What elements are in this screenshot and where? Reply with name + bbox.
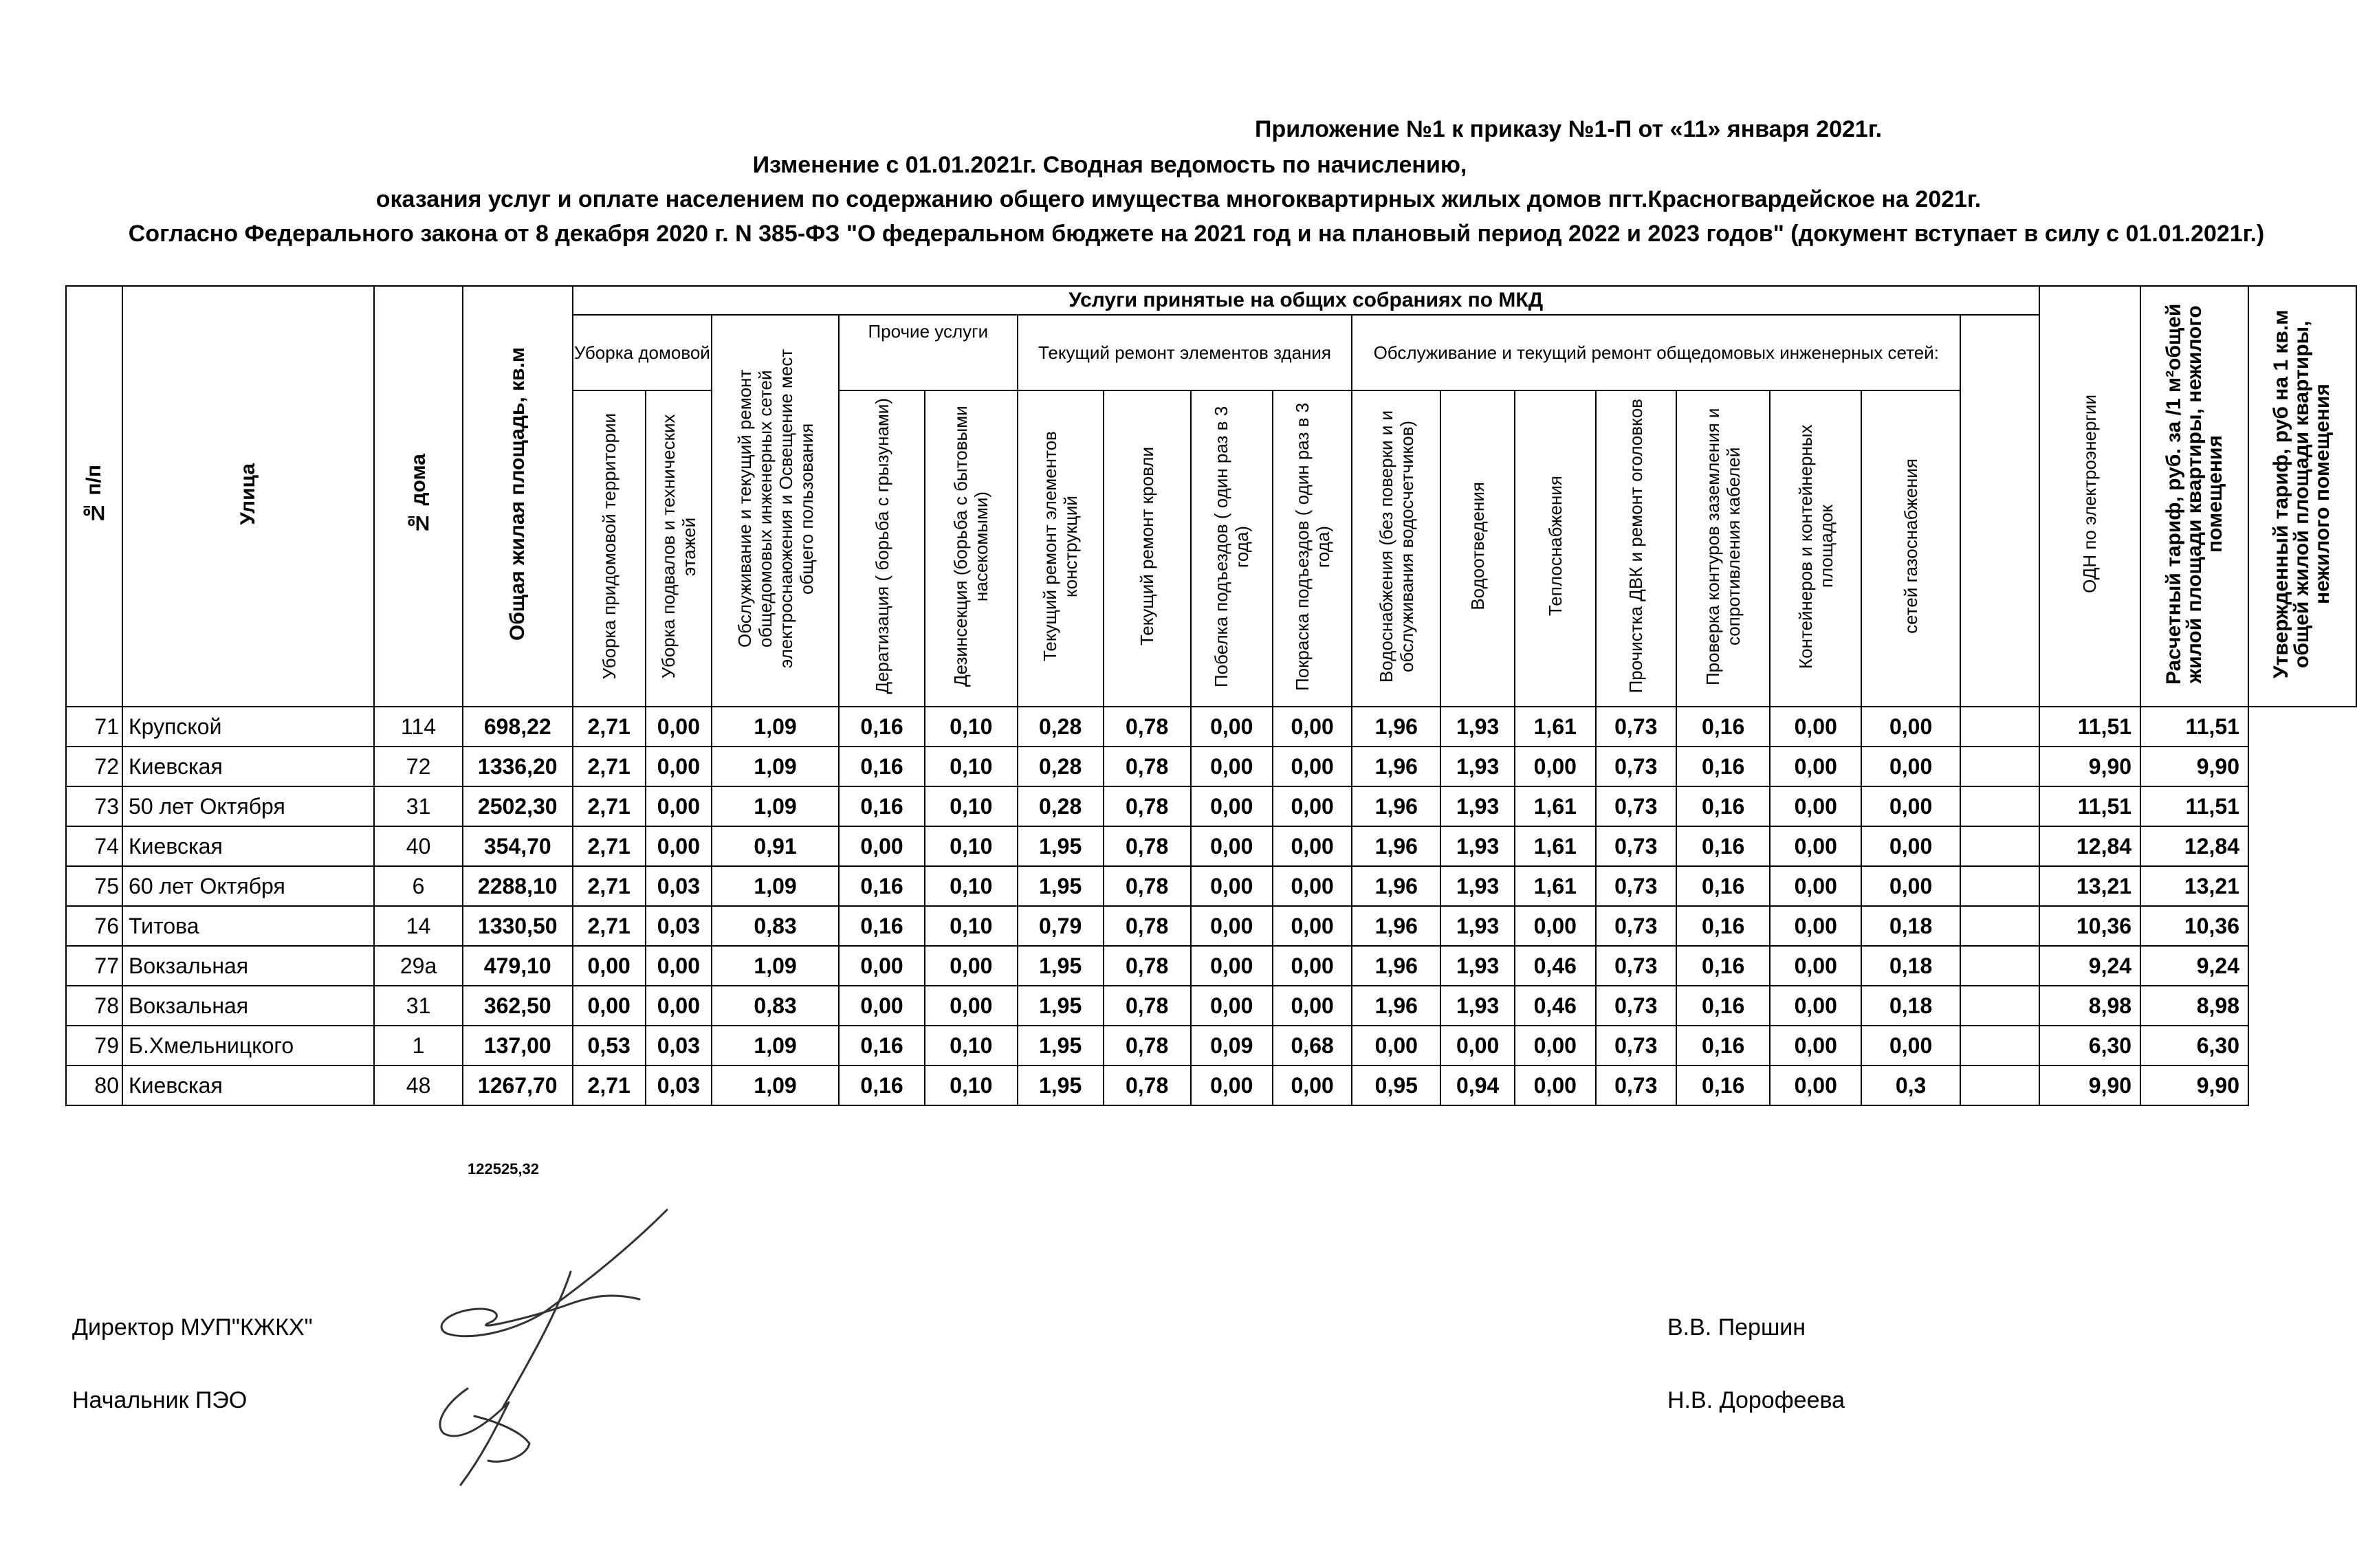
service-value-cell: 0,00 (839, 826, 925, 866)
service-value-cell: 0,00 (1273, 986, 1352, 1026)
approved-tariff-cell: 9,24 (2140, 946, 2248, 986)
service-value-cell: 0,00 (1861, 707, 1960, 747)
service-value-cell: 0,00 (1861, 786, 1960, 826)
service-value-cell: 1,93 (1440, 707, 1515, 747)
service-value-cell: 1,96 (1352, 986, 1440, 1026)
service-value-cell: 0,10 (925, 747, 1018, 786)
service-value-cell: 0,16 (839, 747, 925, 786)
service-value-cell: 0,00 (1770, 866, 1861, 906)
service-value-cell: 0,46 (1515, 986, 1595, 1026)
service-value-cell: 0,00 (1191, 906, 1273, 946)
service-value-cell: 0,09 (1191, 1026, 1273, 1065)
service-value-cell: 0,00 (646, 747, 712, 786)
col-c6-header: Текущий ремонт элементов конструкций (1018, 390, 1104, 707)
service-value-cell: 0,00 (1191, 1065, 1273, 1105)
service-value-cell: 0,10 (925, 786, 1018, 826)
service-value-cell: 1,95 (1018, 1065, 1104, 1105)
service-value-cell: 0,00 (1273, 906, 1352, 946)
service-value-cell: 2,71 (573, 906, 646, 946)
group-main-header: Услуги принятые на общих собраниях по МКД (573, 286, 2039, 315)
table-row (66, 826, 2356, 866)
service-value-cell: 0,16 (1676, 786, 1770, 826)
service-value-cell: 0,00 (1770, 946, 1861, 986)
service-value-cell: 0,00 (1861, 826, 1960, 866)
service-value-cell: 1,09 (712, 866, 839, 906)
service-value-cell: 0,00 (646, 786, 712, 826)
street-cell: Вокзальная (122, 986, 374, 1026)
service-value-cell: 1,93 (1440, 906, 1515, 946)
service-value-cell: 1,61 (1515, 707, 1595, 747)
col-num-header: № п/п (66, 286, 122, 707)
service-value-cell: 1,96 (1352, 946, 1440, 986)
col-street-header: Улица (122, 286, 374, 707)
calculated-tariff-cell: 9,24 (2039, 946, 2140, 986)
service-value-cell: 0,78 (1104, 786, 1191, 826)
calculated-tariff-cell: 10,36 (2039, 906, 2140, 946)
calculated-tariff-cell: 11,51 (2039, 786, 2140, 826)
service-value-cell: 0,00 (1273, 1065, 1352, 1105)
col-c7-header: Текущий ремонт кровли (1104, 390, 1191, 707)
service-value-cell: 1,93 (1440, 826, 1515, 866)
handwritten-signatures (406, 1196, 694, 1499)
row-number-cell: 71 (66, 707, 122, 747)
service-value-cell: 1,96 (1352, 786, 1440, 826)
area-cell: 698,22 (463, 707, 573, 747)
col-empty-header (1960, 315, 2039, 707)
service-value-cell: 0,00 (1273, 707, 1352, 747)
service-value-cell: 0,16 (1676, 906, 1770, 946)
group-networks-header: Обслуживание и текущий ремонт общедомовых инженерных сетей: (1352, 315, 1960, 390)
tariff-table (65, 285, 2357, 1106)
service-value-cell: 1,93 (1440, 747, 1515, 786)
calculated-tariff-cell: 8,98 (2039, 986, 2140, 1026)
row-number-cell: 78 (66, 986, 122, 1026)
service-value-cell: 1,09 (712, 747, 839, 786)
service-value-cell: 0,73 (1596, 986, 1676, 1026)
col-c9-header: Покраска подъездов ( один раз в 3 года) (1273, 390, 1352, 707)
area-cell: 354,70 (463, 826, 573, 866)
house-number-cell: 72 (374, 747, 462, 786)
street-cell: Титова (122, 906, 374, 946)
service-value-cell: 0,00 (1770, 707, 1861, 747)
service-value-cell: 1,95 (1018, 946, 1104, 986)
service-value-cell (1960, 1026, 2039, 1065)
service-value-cell: 0,73 (1596, 1026, 1676, 1065)
col-c5-header: Дезинсекция (борьба с бытовыми насекомыми) (925, 390, 1018, 707)
service-value-cell: 0,73 (1596, 866, 1676, 906)
service-value-cell: 0,03 (646, 906, 712, 946)
approved-tariff-cell: 13,21 (2140, 866, 2248, 906)
service-value-cell: 0,00 (1191, 946, 1273, 986)
service-value-cell: 1,96 (1352, 826, 1440, 866)
service-value-cell: 0,00 (1770, 747, 1861, 786)
service-value-cell: 2,71 (573, 786, 646, 826)
service-value-cell: 0,68 (1273, 1026, 1352, 1065)
row-number-cell: 77 (66, 946, 122, 986)
calculated-tariff-cell: 6,30 (2039, 1026, 2140, 1065)
service-value-cell: 0,18 (1861, 946, 1960, 986)
service-value-cell: 1,09 (712, 946, 839, 986)
service-value-cell: 0,94 (1440, 1065, 1515, 1105)
area-cell: 479,10 (463, 946, 573, 986)
service-value-cell: 0,00 (1273, 786, 1352, 826)
col-c14-header: Проверка контуров заземления и сопротивления кабелей (1676, 390, 1770, 707)
area-cell: 2502,30 (463, 786, 573, 826)
service-value-cell: 0,78 (1104, 866, 1191, 906)
service-value-cell: 2,71 (573, 1065, 646, 1105)
service-value-cell: 1,61 (1515, 826, 1595, 866)
service-value-cell: 1,96 (1352, 747, 1440, 786)
service-value-cell: 1,95 (1018, 826, 1104, 866)
service-value-cell: 0,00 (1273, 946, 1352, 986)
col-electric-header: Обслуживание и текущий ремонт общедомовых инженерных сетей электроснаюжения и Освещение мест общего пользования (712, 315, 839, 707)
service-value-cell: 0,00 (573, 946, 646, 986)
service-value-cell (1960, 747, 2039, 786)
director-name: В.В. Першин (1667, 1314, 1806, 1340)
service-value-cell: 1,09 (712, 1065, 839, 1105)
service-value-cell: 0,00 (1515, 1026, 1595, 1065)
service-value-cell: 0,03 (646, 1026, 712, 1065)
table-row (66, 946, 2356, 986)
service-value-cell: 0,00 (1515, 747, 1595, 786)
service-value-cell (1960, 946, 2039, 986)
street-cell: Вокзальная (122, 946, 374, 986)
house-number-cell: 40 (374, 826, 462, 866)
table-row (66, 747, 2356, 786)
col-house-header: № дома (374, 286, 462, 707)
service-value-cell: 0,00 (1770, 1065, 1861, 1105)
service-value-cell: 0,16 (1676, 1026, 1770, 1065)
service-value-cell: 0,00 (646, 986, 712, 1026)
service-value-cell: 0,00 (1191, 866, 1273, 906)
service-value-cell: 0,03 (646, 866, 712, 906)
service-value-cell: 1,61 (1515, 866, 1595, 906)
service-value-cell: 0,00 (1770, 786, 1861, 826)
row-number-cell: 75 (66, 866, 122, 906)
service-value-cell: 0,16 (1676, 1065, 1770, 1105)
approved-tariff-cell: 9,90 (2140, 1065, 2248, 1105)
service-value-cell: 0,28 (1018, 707, 1104, 747)
row-number-cell: 80 (66, 1065, 122, 1105)
service-value-cell: 0,18 (1861, 986, 1960, 1026)
service-value-cell: 0,10 (925, 866, 1018, 906)
calculated-tariff-cell: 11,51 (2039, 707, 2140, 747)
service-value-cell: 0,16 (839, 906, 925, 946)
service-value-cell: 1,61 (1515, 786, 1595, 826)
col-c4-header: Дератизация ( борьба с грызунами) (839, 390, 925, 707)
service-value-cell: 2,71 (573, 866, 646, 906)
law-reference-line: Согласно Федерального закона от 8 декабря 2020 г. N 385-ФЗ "О федеральном бюджете на 2021 год и на плановый период 2022 и 2023 годов" (документ вступает в силу с 01.01.2021г.) (128, 221, 2265, 247)
table-row (66, 866, 2356, 906)
col-c16-header: сетей газоснабжения (1861, 390, 1960, 707)
service-value-cell: 0,10 (925, 1065, 1018, 1105)
table-body (66, 707, 2356, 1105)
service-value-cell: 0,00 (573, 986, 646, 1026)
peo-head-role: Начальник ПЭО (72, 1387, 248, 1413)
service-value-cell: 0,18 (1861, 906, 1960, 946)
group-cleaning-header: Уборка домовой (573, 315, 712, 390)
house-number-cell: 1 (374, 1026, 462, 1065)
title-text: Изменение с 01.01.2021г. Сводная ведомость по начислению, (752, 152, 1467, 178)
calculated-tariff-cell: 13,21 (2039, 866, 2140, 906)
service-value-cell: 0,00 (1770, 826, 1861, 866)
service-value-cell: 0,00 (1515, 1065, 1595, 1105)
calculated-tariff-cell: 9,90 (2039, 1065, 2140, 1105)
house-number-cell: 14 (374, 906, 462, 946)
col-c13-header: Прочистка ДВК и ремонт оголовков (1596, 390, 1676, 707)
service-value-cell: 0,00 (1861, 1026, 1960, 1065)
col-c10-header: Водоснабжения (без поверки и и обслуживания водосчетчиков) (1352, 390, 1440, 707)
service-value-cell: 0,95 (1352, 1065, 1440, 1105)
group-other-header: Прочие услуги (839, 315, 1018, 390)
appendix-line: Приложение №1 к приказу №1-П от «11» января 2021г. (1255, 116, 1883, 142)
row-number-cell: 76 (66, 906, 122, 946)
service-value-cell: 0,00 (1191, 986, 1273, 1026)
col-approved-tariff-header: Утвержденный тариф, руб на 1 кв.м общей жилой площади квартиры, нежилого помещения (2248, 286, 2356, 707)
service-value-cell: 0,00 (646, 826, 712, 866)
col-odn-header: ОДН по электроэнергии (2039, 286, 2140, 707)
service-value-cell: 0,03 (646, 1065, 712, 1105)
subtitle-line: оказания услуг и оплате населением по содержанию общего имущества многоквартирных жилых домов пгт.Красногвардейское на 2021г. (375, 186, 1982, 212)
title-line (0, 151, 2357, 179)
service-value-cell: 0,78 (1104, 1026, 1191, 1065)
service-value-cell: 0,16 (1676, 707, 1770, 747)
street-cell: Киевская (122, 747, 374, 786)
service-value-cell: 0,00 (1273, 826, 1352, 866)
service-value-cell: 0,83 (712, 906, 839, 946)
service-value-cell: 0,73 (1596, 786, 1676, 826)
service-value-cell: 2,71 (573, 826, 646, 866)
service-value-cell: 0,00 (1352, 1026, 1440, 1065)
table-row (66, 707, 2356, 747)
service-value-cell: 0,78 (1104, 946, 1191, 986)
service-value-cell: 0,83 (712, 986, 839, 1026)
service-value-cell: 0,16 (1676, 866, 1770, 906)
col-c8-header: Побелка подъездов ( один раз в 3 года) (1191, 390, 1273, 707)
service-value-cell: 0,00 (1440, 1026, 1515, 1065)
service-value-cell: 0,73 (1596, 747, 1676, 786)
service-value-cell: 1,09 (712, 707, 839, 747)
service-value-cell: 0,00 (1861, 866, 1960, 906)
service-value-cell: 0,00 (925, 986, 1018, 1026)
col-c2-header: Уборка подвалов и технических этажей (646, 390, 712, 707)
group-repair-header: Текущий ремонт элементов здания (1018, 315, 1352, 390)
service-value-cell: 0,00 (1861, 747, 1960, 786)
service-value-cell: 0,16 (1676, 826, 1770, 866)
service-value-cell: 0,00 (1191, 747, 1273, 786)
service-value-cell: 0,73 (1596, 826, 1676, 866)
street-cell: 60 лет Октября (122, 866, 374, 906)
service-value-cell: 1,96 (1352, 707, 1440, 747)
service-value-cell: 1,93 (1440, 866, 1515, 906)
area-cell: 1336,20 (463, 747, 573, 786)
service-value-cell: 0,73 (1596, 946, 1676, 986)
row-number-cell: 73 (66, 786, 122, 826)
service-value-cell: 0,10 (925, 707, 1018, 747)
service-value-cell: 1,09 (712, 786, 839, 826)
service-value-cell: 0,16 (839, 1065, 925, 1105)
service-value-cell: 0,46 (1515, 946, 1595, 986)
service-value-cell: 0,78 (1104, 906, 1191, 946)
service-value-cell: 1,95 (1018, 986, 1104, 1026)
approved-tariff-cell: 8,98 (2140, 986, 2248, 1026)
service-value-cell: 1,93 (1440, 786, 1515, 826)
house-number-cell: 31 (374, 986, 462, 1026)
service-value-cell: 2,71 (573, 707, 646, 747)
col-c12-header: Теплоснабжения (1515, 390, 1595, 707)
service-value-cell: 0,78 (1104, 986, 1191, 1026)
service-value-cell: 1,95 (1018, 1026, 1104, 1065)
area-cell: 2288,10 (463, 866, 573, 906)
row-number-cell: 79 (66, 1026, 122, 1065)
approved-tariff-cell: 9,90 (2140, 747, 2248, 786)
street-cell: 50 лет Октября (122, 786, 374, 826)
service-value-cell: 1,93 (1440, 986, 1515, 1026)
service-value-cell: 0,00 (1191, 786, 1273, 826)
table-row (66, 986, 2356, 1026)
service-value-cell: 0,79 (1018, 906, 1104, 946)
service-value-cell: 0,00 (1273, 866, 1352, 906)
table-row (66, 786, 2356, 826)
service-value-cell: 0,16 (1676, 986, 1770, 1026)
service-value-cell: 0,10 (925, 1026, 1018, 1065)
approved-tariff-cell: 10,36 (2140, 906, 2248, 946)
col-area-header: Общая жилая площадь, кв.м (463, 286, 573, 707)
service-value-cell: 0,73 (1596, 707, 1676, 747)
service-value-cell: 0,78 (1104, 747, 1191, 786)
service-value-cell: 0,00 (839, 946, 925, 986)
service-value-cell: 1,96 (1352, 866, 1440, 906)
service-value-cell: 0,00 (646, 946, 712, 986)
service-value-cell: 0,53 (573, 1026, 646, 1065)
calculated-tariff-cell: 12,84 (2039, 826, 2140, 866)
house-number-cell: 29а (374, 946, 462, 986)
table-row (66, 906, 2356, 946)
calculated-tariff-cell: 9,90 (2039, 747, 2140, 786)
approved-tariff-cell: 11,51 (2140, 707, 2248, 747)
service-value-cell: 1,93 (1440, 946, 1515, 986)
service-value-cell (1960, 786, 2039, 826)
col-c11-header: Водоотведения (1440, 390, 1515, 707)
service-value-cell: 1,95 (1018, 866, 1104, 906)
approved-tariff-cell: 11,51 (2140, 786, 2248, 826)
service-value-cell: 0,00 (1191, 707, 1273, 747)
area-cell: 137,00 (463, 1026, 573, 1065)
service-value-cell: 0,28 (1018, 747, 1104, 786)
area-cell: 1267,70 (463, 1065, 573, 1105)
total-area: 122525,32 (468, 1160, 539, 1178)
service-value-cell (1960, 906, 2039, 946)
service-value-cell: 0,73 (1596, 1065, 1676, 1105)
row-number-cell: 74 (66, 826, 122, 866)
service-value-cell: 0,00 (1191, 826, 1273, 866)
service-value-cell: 0,78 (1104, 1065, 1191, 1105)
director-role: Директор МУП"КЖКХ" (72, 1314, 313, 1340)
service-value-cell: 2,71 (573, 747, 646, 786)
house-number-cell: 31 (374, 786, 462, 826)
service-value-cell: 1,09 (712, 1026, 839, 1065)
service-value-cell (1960, 866, 2039, 906)
service-value-cell: 0,00 (925, 946, 1018, 986)
row-number-cell: 72 (66, 747, 122, 786)
approved-tariff-cell: 12,84 (2140, 826, 2248, 866)
service-value-cell (1960, 707, 2039, 747)
table-row (66, 1065, 2356, 1105)
approved-tariff-cell: 6,30 (2140, 1026, 2248, 1065)
service-value-cell: 0,00 (1273, 747, 1352, 786)
area-cell: 362,50 (463, 986, 573, 1026)
service-value-cell (1960, 826, 2039, 866)
col-calc-tariff-header: Расчетный тариф, руб. за /1 м²общей жилой площади квартиры, нежилого помещения (2140, 286, 2248, 707)
house-number-cell: 48 (374, 1065, 462, 1105)
house-number-cell: 114 (374, 707, 462, 747)
service-value-cell: 0,16 (839, 1026, 925, 1065)
service-value-cell: 0,00 (1515, 906, 1595, 946)
service-value-cell: 0,10 (925, 906, 1018, 946)
street-cell: Крупской (122, 707, 374, 747)
service-value-cell: 0,78 (1104, 826, 1191, 866)
service-value-cell: 0,16 (839, 866, 925, 906)
peo-head-name: Н.В. Дорофеева (1667, 1387, 1845, 1413)
service-value-cell: 0,00 (1770, 986, 1861, 1026)
table-row (66, 1026, 2356, 1065)
service-value-cell: 0,16 (1676, 946, 1770, 986)
service-value-cell: 0,28 (1018, 786, 1104, 826)
service-value-cell: 0,91 (712, 826, 839, 866)
street-cell: Киевская (122, 1065, 374, 1105)
service-value-cell: 1,96 (1352, 906, 1440, 946)
service-value-cell: 0,00 (646, 707, 712, 747)
service-value-cell: 0,00 (1770, 1026, 1861, 1065)
service-value-cell (1960, 1065, 2039, 1105)
street-cell: Киевская (122, 826, 374, 866)
service-value-cell: 0,73 (1596, 906, 1676, 946)
service-value-cell: 0,16 (839, 786, 925, 826)
street-cell: Б.Хмельницкого (122, 1026, 374, 1065)
house-number-cell: 6 (374, 866, 462, 906)
area-cell: 1330,50 (463, 906, 573, 946)
service-value-cell: 0,78 (1104, 707, 1191, 747)
service-value-cell: 0,16 (1676, 747, 1770, 786)
service-value-cell: 0,10 (925, 826, 1018, 866)
col-c15-header: Контейнеров и контейнерных площадок (1770, 390, 1861, 707)
service-value-cell: 0,00 (1770, 906, 1861, 946)
service-value-cell: 0,3 (1861, 1065, 1960, 1105)
service-value-cell: 0,16 (839, 707, 925, 747)
service-value-cell (1960, 986, 2039, 1026)
col-c1-header: Уборка придомовой территории (573, 390, 646, 707)
service-value-cell: 0,00 (839, 986, 925, 1026)
